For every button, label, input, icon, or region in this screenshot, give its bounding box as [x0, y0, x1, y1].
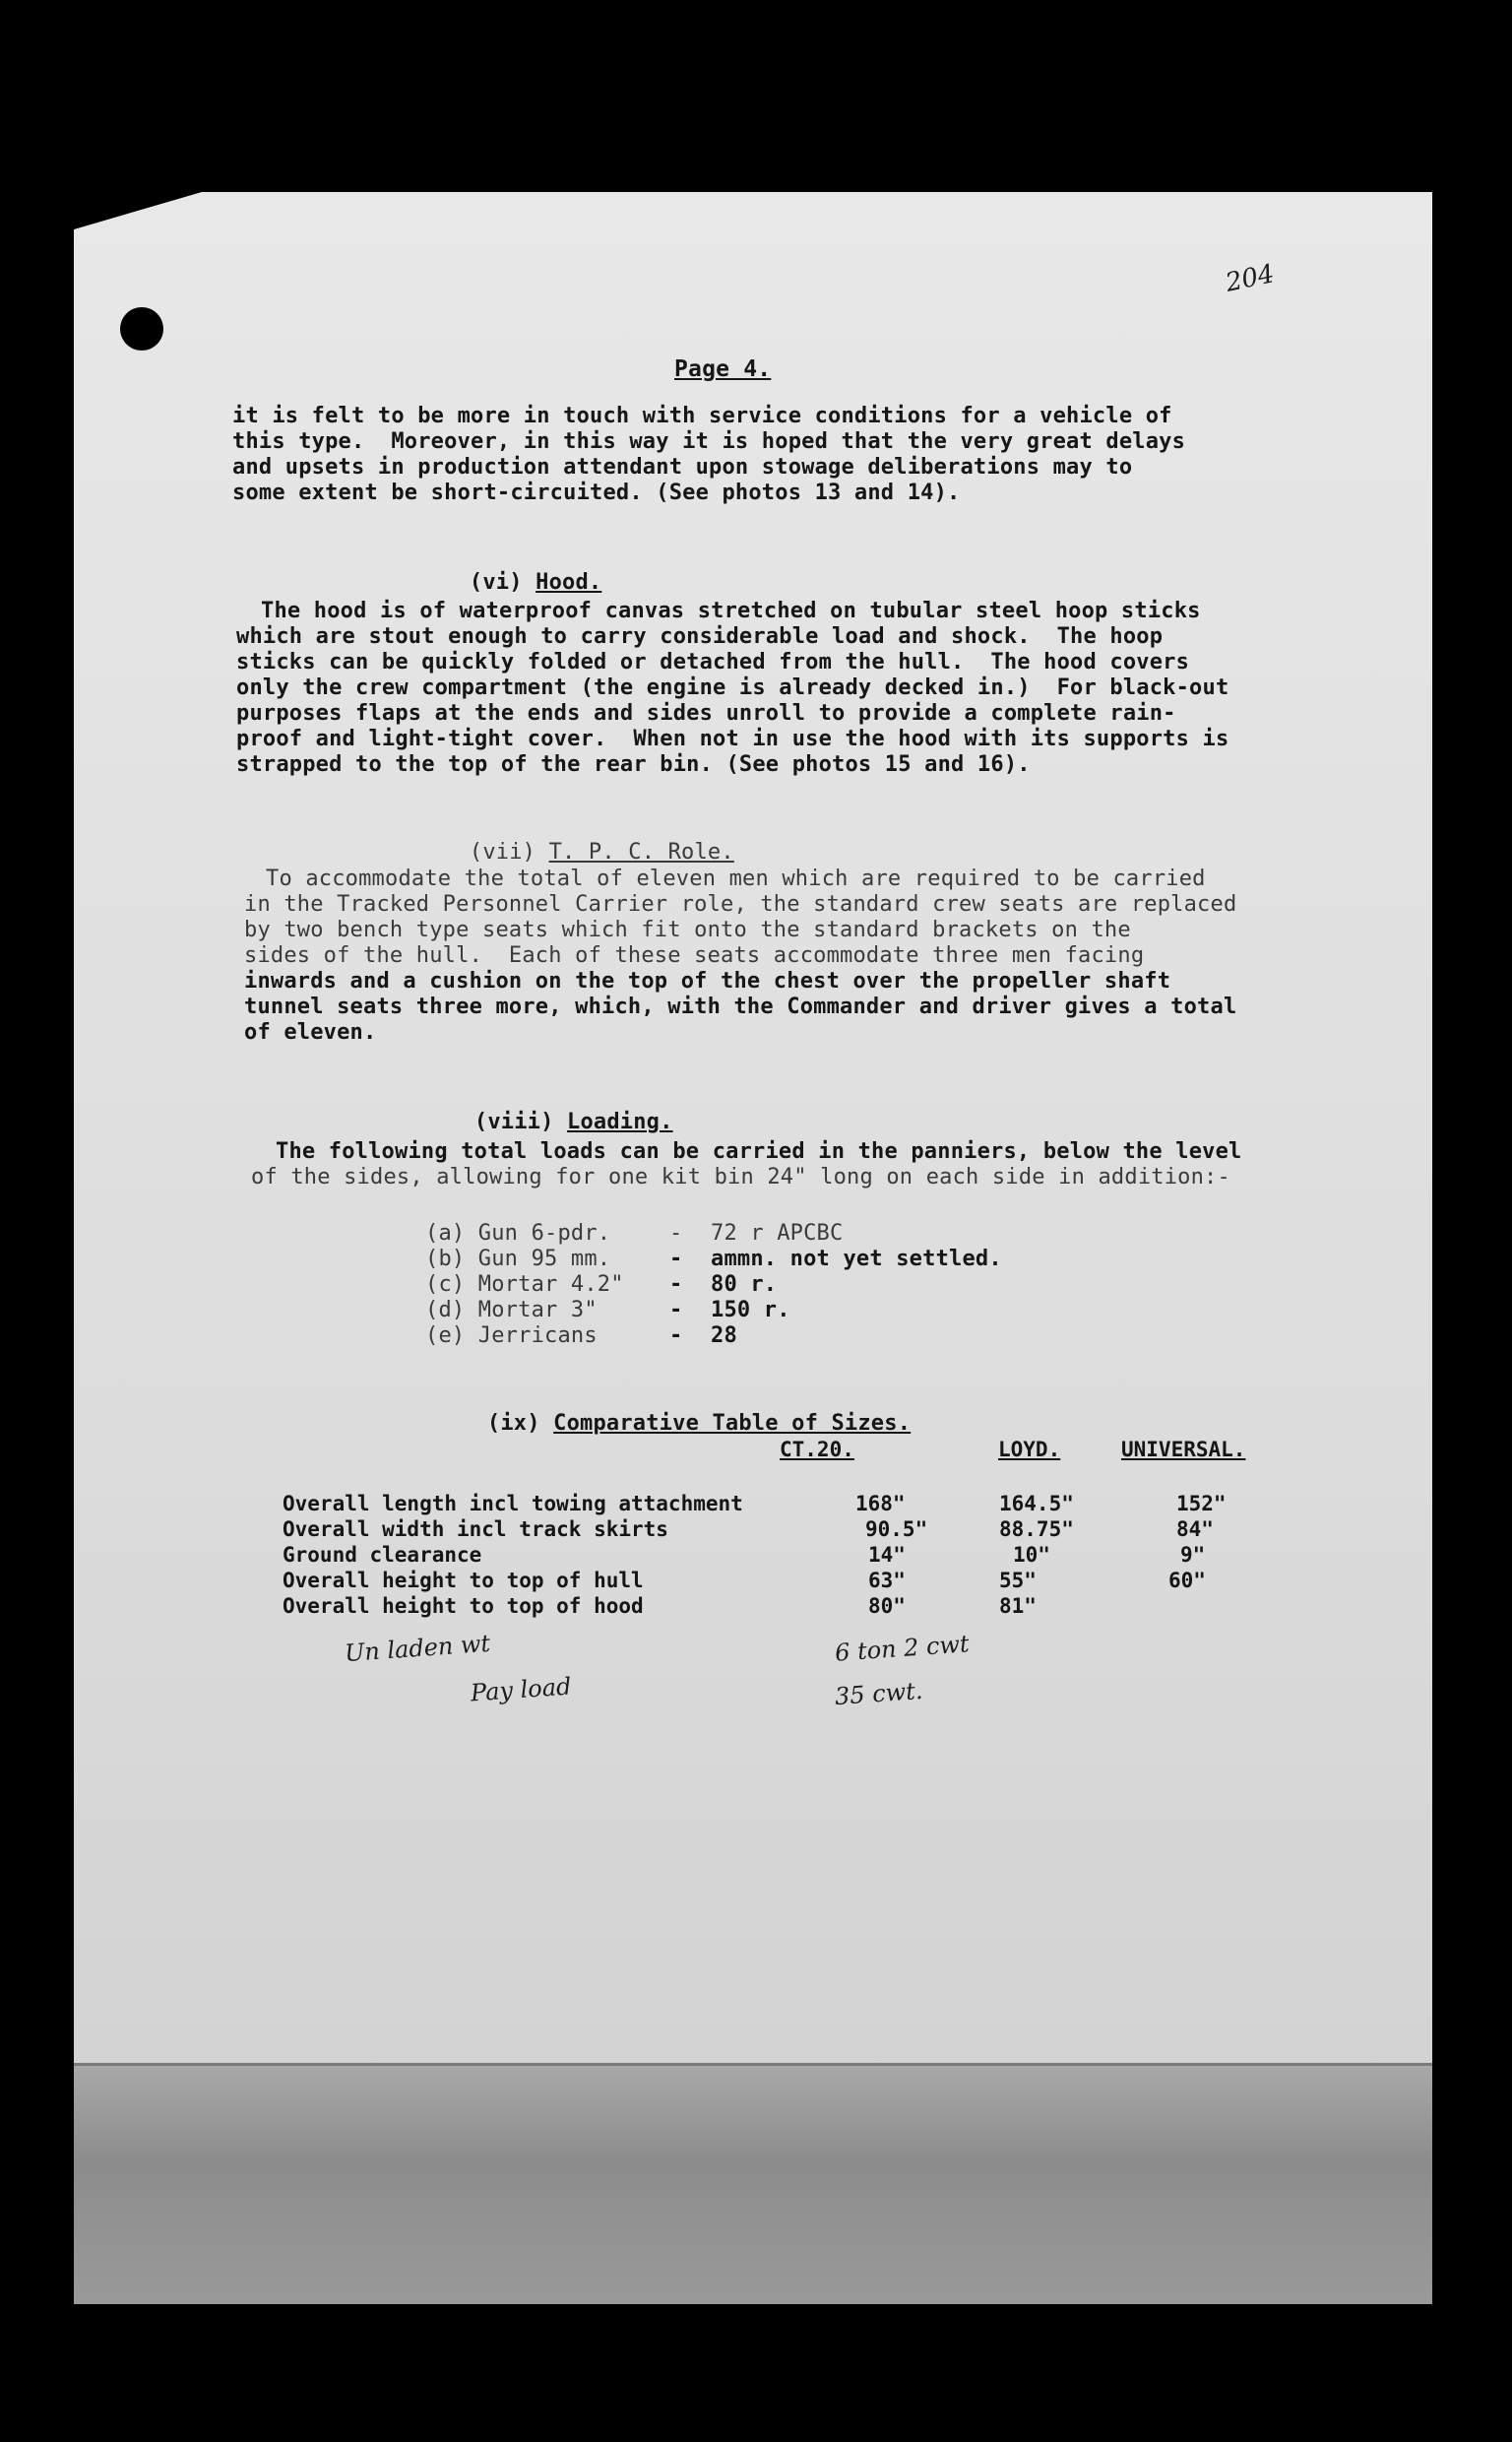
row-value: 55"	[999, 1569, 1037, 1592]
section-title: T. P. C. Role.	[548, 839, 734, 865]
hood-line: The hood is of waterproof canvas stretched on tubular steel hoop sticks	[261, 599, 1201, 623]
row-label: Overall height to top of hull	[283, 1569, 644, 1592]
row-value: 164.5"	[999, 1492, 1074, 1515]
loading-item: (c) Mortar 4.2"	[425, 1272, 624, 1297]
section-title: Loading.	[567, 1109, 673, 1134]
tpc-line: To accommodate the total of eleven men which are required to be carried	[266, 867, 1206, 891]
loading-dash: -	[669, 1272, 683, 1297]
punch-hole	[120, 307, 163, 351]
hood-line: which are stout enough to carry considerable load and shock. The hoop	[236, 624, 1164, 649]
loading-item: (d) Mortar 3"	[425, 1298, 598, 1322]
intro-line: it is felt to be more in touch with service conditions for a vehicle of	[232, 404, 1172, 428]
loading-item: (e) Jerricans	[425, 1323, 598, 1348]
section-heading-hood	[443, 544, 601, 596]
tpc-line: sides of the hull. Each of these seats accommodate three men facing	[244, 943, 1145, 968]
row-label: Overall width incl track skirts	[283, 1517, 668, 1541]
loading-dash: -	[669, 1323, 683, 1348]
column-header: CT.20.	[780, 1438, 854, 1461]
hood-line: proof and light-tight cover. When not in use the hood with its supports is	[236, 727, 1229, 751]
section-heading-loading	[448, 1083, 673, 1135]
section-title: Hood.	[536, 569, 602, 595]
tpc-line: by two bench type seats which fit onto the standard brackets on the	[244, 918, 1131, 942]
scan-bottom-band	[74, 2063, 1432, 2304]
hood-line: sticks can be quickly folded or detached from the hull. The hood covers	[236, 650, 1190, 675]
tpc-line: inwards and a cushion on the top of the chest over the propeller shaft	[244, 969, 1171, 994]
section-number: (vii)	[469, 839, 536, 865]
loading-dash: -	[669, 1298, 683, 1322]
row-label: Overall height to top of hood	[283, 1594, 644, 1618]
loading-qty: 72 r APCBC	[711, 1221, 844, 1246]
handwritten-label: Pay load	[470, 1672, 573, 1707]
loading-item: (a) Gun 6-pdr.	[425, 1221, 611, 1246]
hood-line: strapped to the top of the rear bin. (See photos 15 and 16).	[236, 752, 1031, 777]
handwritten-value: 35 cwt.	[834, 1676, 924, 1711]
section-number: (viii)	[473, 1109, 554, 1134]
loading-qty: 28	[711, 1323, 737, 1348]
tpc-line: of eleven.	[244, 1020, 377, 1045]
loading-qty: 80 r.	[711, 1272, 778, 1297]
loading-line: of the sides, allowing for one kit bin 24" long on each side in addition:-	[251, 1165, 1230, 1189]
loading-dash: -	[669, 1247, 683, 1271]
loading-qty: 150 r.	[711, 1298, 790, 1322]
loading-line: The following total loads can be carried in the panniers, below the level	[276, 1139, 1242, 1164]
row-value: 80"	[868, 1594, 906, 1618]
row-value: 84"	[1176, 1517, 1214, 1541]
column-header: UNIVERSAL.	[1121, 1438, 1246, 1461]
row-label: Overall length incl towing attachment	[283, 1492, 743, 1515]
section-number: (vi)	[469, 569, 523, 595]
folio-number: 204	[1223, 259, 1278, 298]
intro-line: this type. Moreover, in this way it is hoped that the very great delays	[232, 429, 1186, 454]
row-label: Ground clearance	[283, 1543, 482, 1567]
intro-line: and upsets in production attendant upon stowage deliberations may to	[232, 455, 1133, 480]
row-value: 90.5"	[865, 1517, 928, 1541]
row-value: 10"	[1013, 1543, 1050, 1567]
row-value: 14"	[868, 1543, 906, 1567]
loading-qty: ammn. not yet settled.	[711, 1247, 1002, 1271]
handwritten-label: Un laden wt	[344, 1629, 491, 1668]
loading-dash: -	[669, 1221, 683, 1246]
hood-line: purposes flaps at the ends and sides unroll to provide a complete rain-	[236, 701, 1176, 726]
page-heading: Page 4.	[674, 356, 772, 382]
section-heading-sizes	[461, 1384, 911, 1437]
tpc-line: in the Tracked Personnel Carrier role, the standard crew seats are replaced	[244, 892, 1237, 917]
handwritten-value: 6 ton 2 cwt	[834, 1630, 971, 1667]
tpc-line: tunnel seats three more, which, with the Commander and driver gives a total	[244, 995, 1237, 1019]
row-value: 88.75"	[999, 1517, 1074, 1541]
row-value: 63"	[868, 1569, 906, 1592]
loading-item: (b) Gun 95 mm.	[425, 1247, 611, 1271]
intro-line: some extent be short-circuited. (See photos 13 and 14).	[232, 481, 961, 505]
row-value: 60"	[1168, 1569, 1206, 1592]
section-heading-tpc	[443, 813, 734, 866]
row-value: 9"	[1180, 1543, 1206, 1567]
section-title: Comparative Table of Sizes.	[553, 1410, 912, 1436]
column-header: LOYD.	[998, 1438, 1061, 1461]
row-value: 152"	[1176, 1492, 1227, 1515]
row-value: 168"	[855, 1492, 906, 1515]
hood-line: only the crew compartment (the engine is already decked in.) For black-out	[236, 675, 1229, 700]
row-value: 81"	[999, 1594, 1037, 1618]
section-number: (ix)	[486, 1410, 540, 1436]
